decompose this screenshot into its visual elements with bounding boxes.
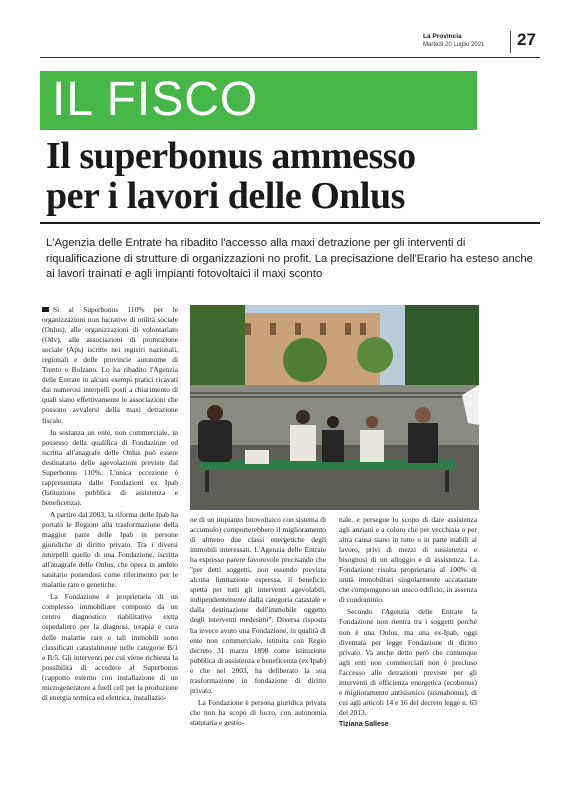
newspaper-name: La Provincia [423,33,462,40]
paragraph: ne di un impianto fotovoltaico con sistema di accumulo) comporterebbero il miglioramento di almeno due classi energetiche degli immobili interessati. L'Agenzia delle Entrate ha espresso parere favorevole precisando che "per detti soggetti, non essendo prevista alcuna limitazione espressa, il beneficio spetta per tutti gli interventi agevolabili, indipendentemente dalla categoria catastale e dalla destinazione dell'immobile oggetto degli interventi medesimi". Diversa risposta ha invece avuto una Fondazione, in qualità di ente non commerciale, istituita con Regio decreto 31 marzo 1898 come istituzione pubblica di assistenza e beneficenza (ex Ipab) e che nel 2003, ha deliberato la sua trasformazione in fondazione di diritto privato. [190,515,326,695]
page-number: 27 [517,30,536,49]
article-column-1 [42,305,178,705]
subheadline: L'Agenzia delle Entrate ha ribadito l'accesso alla maxi detrazione per gli interventi di riqualificazione di strutture di organizzazioni no profit. La precisazione dell'Erario ha esteso anche ai lavori trainati e agli impianti fotovoltaici il maxi sconto [46,237,533,280]
headline-rule [40,222,540,224]
paragraph: nale, e persegue lo scopo di dare assistenza agli anziani e a coloro che per vecchiaia o per altra causa siano in tutto o in parte inabili al lavoro, privi di mezzi di sussistenza e bisognosi di un alloggio e di assistenza. La Fondazione risulta proprietaria al 100% di unità immobiliari singolarmente accatastate che compongono un unico edificio, in assenza di condominio. [339,515,477,605]
masthead [423,33,513,49]
paragraph: La Fondazione è proprietaria di un complesso immobiliare composto da un centro diagnostico riabilitativo extra ospedaliero per la diagnosi, terapia e cura delle malattie rare e tali immobili sono classificati catastalmente nelle categorie B/1 e B/5. Gli interventi per cui viene richiesta la possibilità di accedere al Superbonus (cappotto esterno con installazione di un microgeneratore a fuell cell per la produzione di energia termica ed elettrica, installazio- [42,592,178,702]
paragraph: In sostanza un ente, non commerciale, in possesso della qualifica di Fondazione ed iscritta all'anagrafe delle Onlus può essere destinatario delle agevolazioni previste dal Superbonus 110%. L'unica eccezione è rappresentata dalle Fondazioni ex Ipab (Istituzione pubblica di assistenza e beneficenza). [42,427,178,507]
issue-date: Martedì 20 Luglio 2021 [423,42,485,48]
article-photo [190,305,479,510]
author-byline: Tiziana Sallese [339,720,389,728]
headline [46,136,536,216]
headline-line-1: Il superbonus ammesso [46,135,416,177]
paragraph: La Fondazione è persona giuridica privata che non ha scopo di lucro, con autonomia statutaria e gestio- [190,697,326,727]
photo-illustration [190,305,479,510]
article-column-3 [339,515,477,730]
headline-line-2: per i lavori delle Onlus [46,175,405,217]
section-banner [40,71,477,130]
paragraph: Secondo l'Agenzia delle Entrate la Fondazione non rientra tra i soggetti perché non è una Onlus, ma una ex-Ipab, oggi diventata per legge Fondazione di diritto privato. Va anche detto però che comunque agli enti non commerciali non è precluso l'accesso alle detrazioni previste per gli interventi di efficienza energetica (ecobonus) e miglioramento antisismico (sismabonus), di cui agli articoli 14 e 16 del decreto legge n. 63 del 2013. [339,607,477,717]
article-column-2 [190,515,326,730]
section-label: IL FISCO [52,73,259,126]
paragraph: Sì al Superbonus 110% per le organizzazioni non lucrative di utilità sociale (Onlus), alle organizzazioni di volontariato (Odv), alle associazioni di promozione sociale (Aps) iscritte nei registri nazionali, regionali e delle provincie autonome di Trento e Bolzano. Lo ha ribadito l'Agenzia delle Entrate in alcuni esempi pratici ricavati dai numerosi interpelli posti a chiarimento di quali siano effettivamente le associazioni che possono avvalersi della maxi detrazione fiscale. [42,305,178,425]
top-rule [40,57,540,58]
lead-square-icon [42,307,49,312]
masthead-divider [510,31,511,53]
paragraph: A partire dal 2003, la riforma delle Ipab ha portato le Regioni alla trasformazione della maggior parte delle Ipab in persone giuridiche di diritto privato. Tra i diversi interpelli quello di una Fondazione, iscritta all'anagrafe delle Onlus, che opera in ambito sanitario ponendosi come riferimento per le malattie rare o genetiche. [42,509,178,590]
